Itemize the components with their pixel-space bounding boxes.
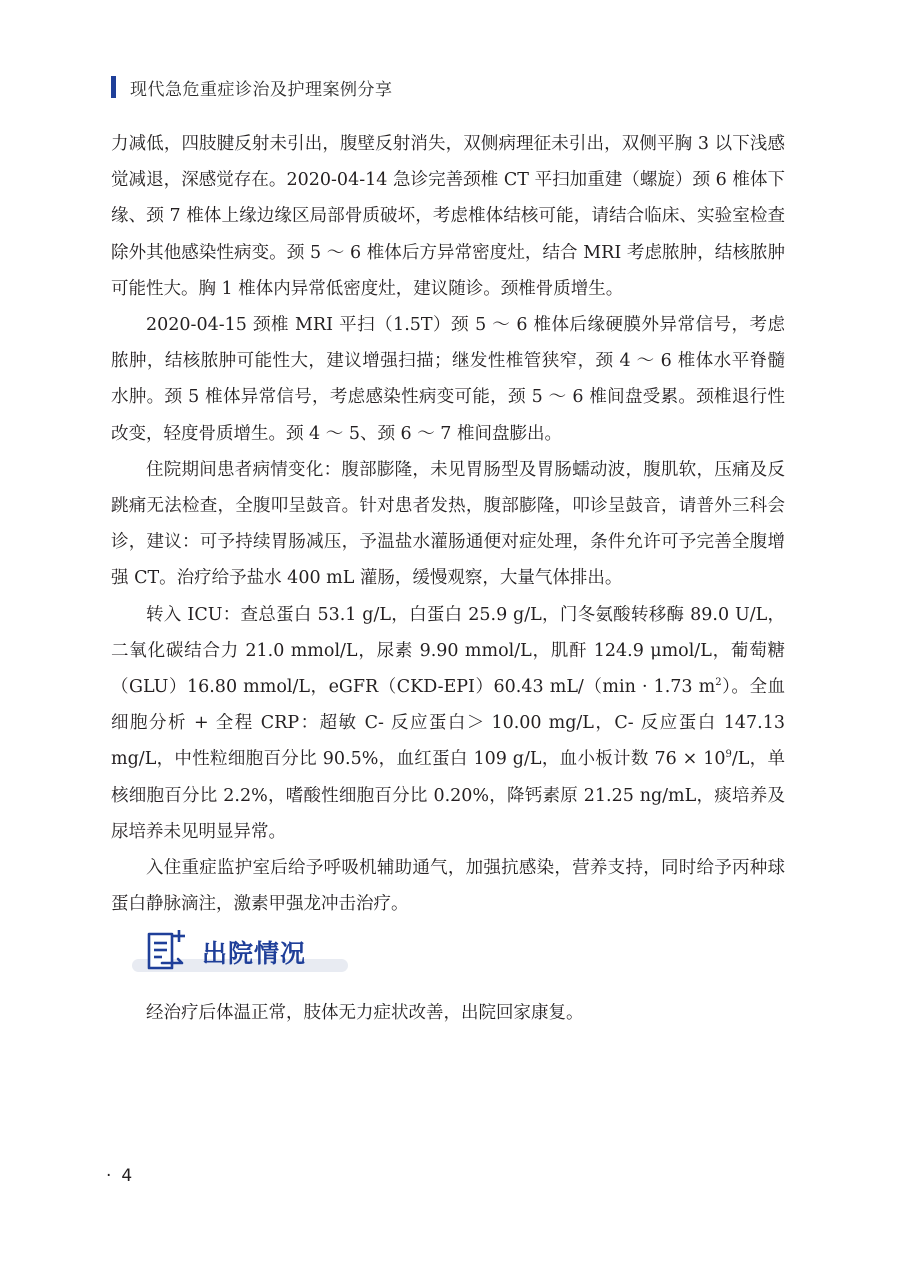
paragraph-icu-treatment: 入住重症监护室后给予呼吸机辅助通气，加强抗感染，营养支持，同时给予丙种球蛋白静脉滴注，激素甲强龙冲击治疗。	[111, 858, 785, 915]
superscript-nine: 9	[725, 749, 732, 761]
page-number: 4	[121, 1166, 133, 1186]
header-title: 现代急危重症诊治及护理案例分享	[130, 79, 393, 100]
section-heading	[132, 928, 352, 978]
paragraph-hospital-course: 住院期间患者病情变化：腹部膨隆，未见胃肠型及胃肠蠕动波，腹肌软，压痛及反跳痛无法检查，全腹叩呈鼓音。针对患者发热，腹部膨隆，叩诊呈鼓音，请普外三科会诊，建议：可予持续胃肠减压，予温盐水灌肠通便对症处理，条件允许可予完善全腹增强 CT。治疗给予盐水 400 mL 灌肠，缓慢观察，大量气体排出。	[111, 459, 785, 589]
running-header	[111, 74, 393, 100]
page-footer	[106, 1166, 132, 1186]
icu-labs-text-b: ）。全血细胞分析 + 全程 CRP：超敏 C- 反应蛋白＞ 10.00 mg/L，C- 反应蛋白 147.13 mg/L，中性粒细胞百分比 90.5%，血红蛋白 109 g/L，血小板计数 76 × 10	[111, 677, 785, 770]
header-accent-bar	[111, 76, 116, 98]
body-text	[111, 126, 785, 922]
paragraph-continued: 力减低，四肢腱反射未引出，腹壁反射消失，双侧病理征未引出，双侧平胸 3 以下浅感觉减退，深感觉存在。2020-04-14 急诊完善颈椎 CT 平扫加重建（螺旋）颈 6 椎体下缘、颈 7 椎体上缘边缘区局部骨质破坏，考虑椎体结核可能，请结合临床、实验室检查除外其他感染性病变。颈 5 ～ 6 椎体后方异常密度灶，结合 MRI 考虑脓肿，结核脓肿可能性大。胸 1 椎体内异常低密度灶，建议随诊。颈椎骨质增生。	[111, 134, 785, 299]
page-number-dot: ·	[106, 1166, 112, 1186]
icu-labs-text-c: /L，单核细胞百分比 2.2%，嗜酸性细胞百分比 0.20%，降钙素原 21.25 ng/mL，痰培养及尿培养未见明显异常。	[111, 749, 785, 842]
discharge-section-body	[111, 995, 785, 1031]
superscript-squared: 2	[715, 677, 722, 689]
paragraph-discharge: 经治疗后体温正常，肢体无力症状改善，出院回家康复。	[146, 1003, 584, 1023]
paragraph-icu-labs	[111, 597, 785, 850]
icu-labs-text-a: 转入 ICU：查总蛋白 53.1 g/L，白蛋白 25.9 g/L，门冬氨酸转移酶 89.0 U/L，二氧化碳结合力 21.0 mmol/L，尿素 9.90 mmol/L，肌酐 124.9 μmol/L，葡萄糖（GLU）16.80 mmol/L，eGFR（CKD-EPI）60.43 mL/（min · 1.73 m	[111, 604, 785, 698]
paragraph-mri: 2020-04-15 颈椎 MRI 平扫（1.5T）颈 5 ～ 6 椎体后缘硬膜外异常信号，考虑脓肿，结核脓肿可能性大，建议增强扫描；继发性椎管狭窄，颈 4 ～ 6 椎体水平脊髓水肿。颈 5 椎体异常信号，考虑感染性病变可能，颈 5 ～ 6 椎间盘受累。颈椎退行性改变，轻度骨质增生。颈 4 ～ 5、颈 6 ～ 7 椎间盘膨出。	[111, 315, 785, 444]
document-plus-icon	[146, 928, 190, 972]
section-title: 出院情况	[202, 939, 307, 968]
